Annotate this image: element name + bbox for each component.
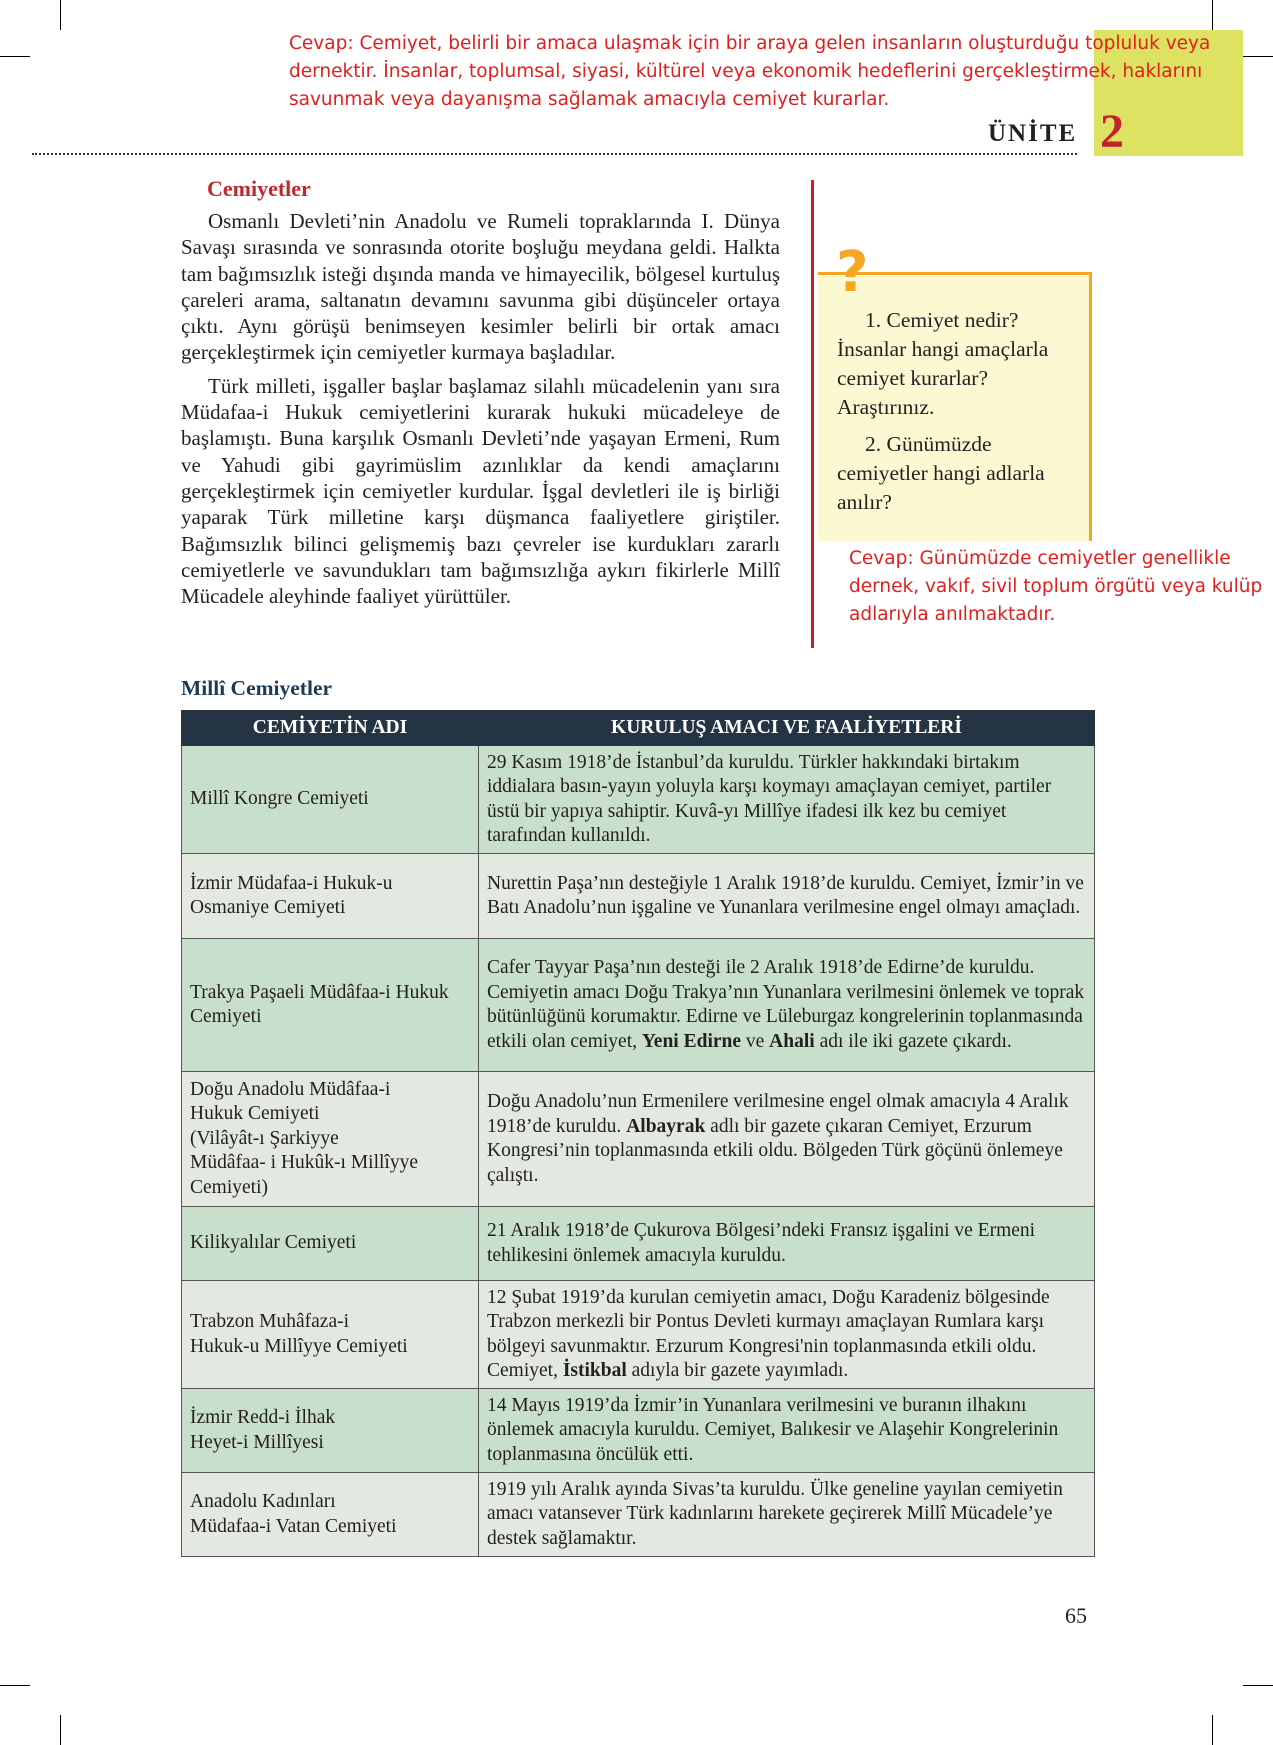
top-answer-line: savunmak veya dayanışma sağlamak amacıyla cemiyet kurarlar. [289, 89, 890, 110]
crop-mark [0, 1685, 30, 1686]
table-row [182, 939, 1095, 1072]
name-line: Trabzon Muhâfaza-i [190, 1311, 350, 1332]
newspaper-name: Albayrak [626, 1115, 706, 1137]
top-answer-line: dernektir. İnsanlar, toplumsal, siyasi, kültürel veya ekonomik hedeflerini gerçekleştirmek, haklarını [289, 61, 1203, 82]
society-name [182, 1281, 479, 1389]
desc-text: adıyla bir gazete yayımladı. [631, 1360, 849, 1381]
question-1: 1. Cemiyet nedir? İnsanlar hangi amaçlarla cemiyet kurarlar? Araştırınız. [837, 308, 1049, 419]
header-divider [32, 153, 1077, 155]
side-rule [811, 180, 814, 648]
society-desc: 29 Kasım 1918’de İstanbul’da kuruldu. Türkler hakkındaki birtakım iddialara basın-yayın yoluyla karşı koymayı amaçlayan cemiyet, partiler üstü bir yapıya sahiptir. Kuvâ-yı Millîye ifadesi ilk kez bu cemiyet tarafından kullanıldı. [479, 746, 1095, 854]
top-answer-line: Cevap: Cemiyet, belirli bir amaca ulaşmak için bir araya gelen insanların oluşturduğu topluluk veya [289, 33, 1211, 54]
table-title: Millî Cemiyetler [181, 676, 333, 700]
society-desc: 21 Aralık 1918’de Çukurova Bölgesi’ndeki Fransız işgalini ve Ermeni tehlikesini önlemek amacıyla kuruldu. [479, 1207, 1095, 1281]
question-text [837, 306, 1077, 525]
table-row [182, 1207, 1095, 1281]
side-answer: Cevap: Günümüzde cemiyetler genellikle dernek, vakıf, sivil toplum örgütü veya kulüp adlarıyla anılmaktadır. [849, 548, 1263, 625]
header-cell: KURULUŞ AMACI VE FAALİYETLERİ [479, 711, 1095, 746]
name-line: Cemiyeti) [190, 1176, 268, 1198]
crop-mark [1212, 1715, 1213, 1745]
crop-mark [1212, 0, 1213, 30]
desc-text: adlı bir gazete çıkaran Cemiyet, Erzurum Kongresi’nin toplanmasında etkili oldu. Bölgeden Türk göçünü önlemeye çalıştı. [487, 1115, 1063, 1186]
desc-text: ve [745, 1030, 765, 1052]
table-row [182, 1281, 1095, 1389]
section-body [181, 208, 780, 616]
society-desc: 14 Mayıs 1919’da İzmir’in Yunanlara verilmesini ve buranın ilhakını önlemek amacıyla kuruldu. Cemiyet, Balıkesir ve Alaşehir Kongrelerinin toplanmasına öncülük etti. [479, 1389, 1095, 1473]
society-name [182, 1072, 479, 1207]
name-line: İzmir Redd-i İlhak [190, 1407, 336, 1428]
newspaper-name: İstikbal [562, 1360, 627, 1381]
desc-text: Doğu Anadolu’nun Ermenilere verilmesine engel olmak amacıyla 4 Aralık 1918’de kuruldu. [487, 1091, 1069, 1137]
crop-mark [1243, 1685, 1273, 1686]
society-name: Millî Kongre Cemiyeti [182, 746, 479, 854]
unit-number: 2 [1100, 105, 1124, 158]
table-row [182, 1072, 1095, 1207]
name-line: Anadolu Kadınları [190, 1491, 336, 1512]
name-line: Hukuk Cemiyeti [190, 1103, 320, 1125]
table-row [182, 746, 1095, 854]
society-desc [479, 939, 1095, 1072]
crop-mark [60, 0, 61, 30]
crop-mark [60, 1715, 61, 1745]
unit-label: ÜNİTE [988, 120, 1078, 147]
section-title: Cemiyetler [207, 176, 311, 201]
desc-text: Cafer Tayyar Paşa’nın desteği ile 2 Aralık 1918’de Edirne’de kuruldu. Cemiyetin amacı Doğu Trakya’nın Yunanlara verilmesini önlemek ve toprak bütünlüğünü korumaktır. Edirne ve Lüleburgaz kongrelerinin toplanmasında etkili olan cemiyet, [487, 957, 1085, 1052]
table-header-row [182, 711, 1095, 746]
name-line: Doğu Anadolu Müdâfaa-i [190, 1078, 391, 1100]
name-line: (Vilâyât-ı Şarkiyye [190, 1127, 339, 1149]
paragraph: Türk milleti, işgaller başlar başlamaz silahlı mücadelenin yanı sıra Müdafaa-i Hukuk cemiyetlerini kurarak hukuki mücadeleye de başlamıştı. Buna karşılık Osmanlı Devleti’nde yaşayan Ermeni, Rum ve Yahudi gibi gayrimüslim azınlıklar da kendi amaçlarını gerçekleştirmek için cemiyetler kurdular. İşgal devletleri ile iş birliği yaparak Türk milletine karşı düşmanca faaliyetlere giriştiler. Bağımsızlık bilinci gelişmemiş bazı çevreler ise kurdukları zararlı cemiyetlerle ve savundukları tam bağımsızlığa aykırı fikirlerle Millî Mücadele aleyhinde faaliyet yürüttüler. [181, 373, 780, 609]
society-desc [479, 1072, 1095, 1207]
newspaper-name: Yeni Edirne [641, 1030, 742, 1052]
society-name: Kilikyalılar Cemiyeti [182, 1207, 479, 1281]
table-row [182, 854, 1095, 939]
desc-text: 12 Şubat 1919’da kurulan cemiyetin amacı, Doğu Karadeniz bölgesinde Trabzon merkezli bir Pontus Devleti kurmayı amaçlayan Rumlara karşı bölgeyi savunmaktır. Erzurum Kongresi'nin toplanmasında etkili oldu. Cemiyet, [487, 1286, 1050, 1381]
society-desc [479, 1281, 1095, 1389]
crop-mark [0, 56, 30, 57]
header-cell: CEMİYETİN ADI [182, 711, 479, 746]
top-answer [289, 30, 1269, 114]
desc-text: adı ile iki gazete çıkardı. [819, 1030, 1012, 1052]
table-row [182, 1389, 1095, 1473]
name-line: Müdafaa-i Vatan Cemiyeti [190, 1515, 397, 1537]
name-line: Hukuk-u Millîyye Cemiyeti [190, 1335, 408, 1357]
page-number: 65 [1065, 1603, 1087, 1628]
society-name: Trakya Paşaeli Müdâfaa-i Hukuk Cemiyeti [182, 939, 479, 1072]
society-desc: 1919 yılı Aralık ayında Sivas’ta kuruldu. Ülke geneline yayılan cemiyetin amacı vatansever Türk kadınlarını harekete geçirerek Millî Mücadele’ye destek sağlamaktır. [479, 1473, 1095, 1557]
society-name [182, 1473, 479, 1557]
society-desc: Nurettin Paşa’nın desteğiyle 1 Aralık 1918’de kuruldu. Cemiyet, İzmir’in ve Batı Anadolu’nun işgaline ve Yunanlara verilmesine engel olmayı amaçladı. [479, 854, 1095, 939]
name-line: Müdâfaa- i Hukûk-ı Millîyye [190, 1152, 418, 1174]
societies-table [181, 710, 1095, 1557]
newspaper-name: Ahali [769, 1030, 815, 1052]
society-name: İzmir Müdafaa-i Hukuk-u Osmaniye Cemiyeti [182, 854, 479, 939]
name-line: Heyet-i Millîyesi [190, 1431, 324, 1453]
paragraph: Osmanlı Devleti’nin Anadolu ve Rumeli topraklarında I. Dünya Savaşı sırasında ve sonrasında otorite boşluğu meydana geldi. Halkta tam bağımsızlık isteği dışında manda ve himayecilik, bölgesel kurtuluş çareleri arama, saltanatın devamını savunma gibi düşünceler ortaya çıktı. Aynı görüşü benimseyen kesimler belirli bir ortak amacı gerçekleştirmek için cemiyetler kurmaya başladılar. [181, 209, 780, 365]
question-2: 2. Günümüzde cemiyetler hangi adlarla anılır? [837, 432, 1045, 514]
table-row [182, 1473, 1095, 1557]
society-name [182, 1389, 479, 1473]
question-mark-icon: ? [836, 240, 869, 305]
